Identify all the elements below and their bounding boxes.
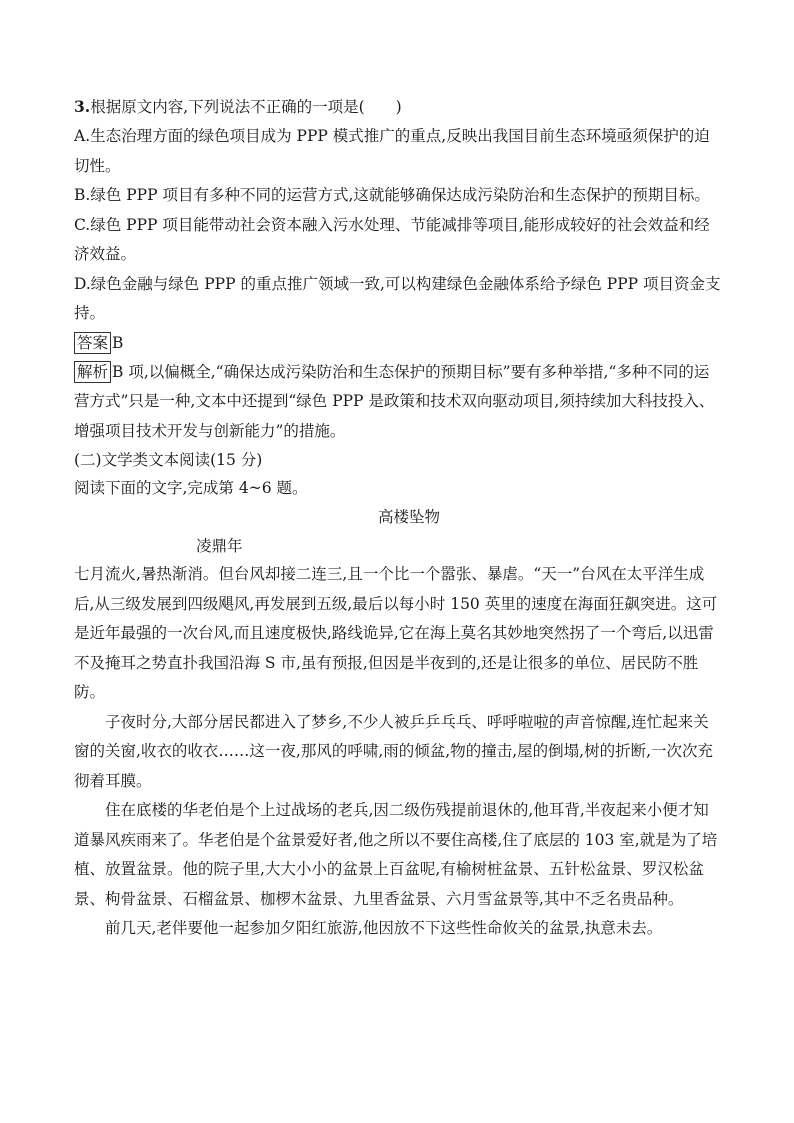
answer-tag: 答案 xyxy=(74,332,111,354)
option-a: A.生态治理方面的绿色项目成为 PPP 模式推广的重点,反映出我国目前生态环境亟须保护的迫切性。 xyxy=(74,127,710,175)
analysis-block xyxy=(74,358,724,447)
section-heading: (二)文学类文本阅读(15 分) xyxy=(74,451,263,469)
analysis-text: B 项,以偏概全,“确保达成污染防治和生态保护的预期目标”要有多种举措,“多种不同的运营方式”只是一种,文本中还提到“绿色 PPP 是政策和技术双向驱动项目,须持续加大科技投入、增强项目技术开发与创新能力”的措施。 xyxy=(74,362,715,440)
question-number: 3. xyxy=(74,97,91,116)
option-d: D.绿色金融与绿色 PPP 的重点推广领域一致,可以构建绿色金融体系给予绿色 PPP 项目资金支持。 xyxy=(74,274,721,322)
story-author: 凌鼎年 xyxy=(196,537,243,555)
document-page xyxy=(74,92,724,944)
story-paragraph-3: 住在底楼的华老伯是个上过战场的老兵,因二级伤残提前退休的,他耳背,半夜起来小便才知道暴风疾雨来了。华老伯是个盆景爱好者,他之所以不要住高楼,住了底层的 103 室,就是为了培植、放置盆景。他的院子里,大大小小的盆景上百盆呢,有榆树桩盆景、五针松盆景、罗汉松盆景、枸骨盆景、石榴盆景、枷椤木盆景、九里香盆景、六月雪盆景等,其中不乏名贵品种。 xyxy=(74,801,718,908)
analysis-tag: 解析 xyxy=(74,361,111,383)
story-paragraph-1: 七月流火,暑热渐消。但台风却接二连三,且一个比一个嚣张、暴虐。“天一”台风在太平洋生成后,从三级发展到四级飓风,再发展到五级,最后以每小时 150 英里的速度在海面狂飙突进。这可是近年最强的一次台风,而且速度极快,路线诡异,它在海上莫名其妙地突然拐了一个弯后,以迅雷不及掩耳之势直扑我国沿海 S 市,虽有预报,但因是半夜到的,还是让很多的单位、居民防不胜防。 xyxy=(74,565,718,701)
story-paragraph-4: 前几天,老伴要他一起参加夕阳红旅游,他因放不下这些性命攸关的盆景,执意未去。 xyxy=(105,919,663,937)
answer-value: B xyxy=(112,333,124,352)
section-instruction: 阅读下面的文字,完成第 4~6 题。 xyxy=(74,479,308,497)
question-stem-text: 根据原文内容,下列说法不正确的一项是( ) xyxy=(90,98,402,116)
story-title: 高楼坠物 xyxy=(377,508,440,526)
option-b: B.绿色 PPP 项目有多种不同的运营方式,这就能够确保达成污染防治和生态保护的预期目标。 xyxy=(74,186,710,204)
question-3-stem xyxy=(74,92,724,122)
option-c: C.绿色 PPP 项目能带动社会资本融入污水处理、节能减排等项目,能形成较好的社会效益和经济效益。 xyxy=(74,215,710,263)
story-paragraph-2: 子夜时分,大部分居民都进入了梦乡,不少人被乒乒乓乓、呼呼啦啦的声音惊醒,连忙起来关窗的关窗,收衣的收衣……这一夜,那风的呼啸,雨的倾盆,物的撞击,屋的倒塌,树的折断,一次次充彻着耳膜。 xyxy=(74,712,713,790)
answer-line xyxy=(74,329,724,358)
